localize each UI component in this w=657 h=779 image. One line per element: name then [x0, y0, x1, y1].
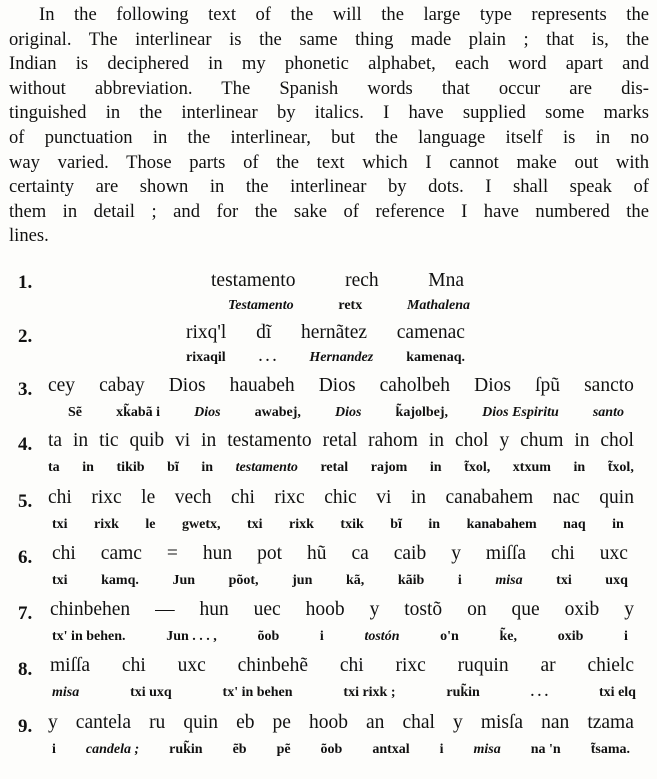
orig-word: rech [345, 270, 379, 291]
orig-word: on [467, 599, 487, 620]
orig-word: ta [48, 430, 63, 451]
gloss-word: in [429, 460, 442, 475]
orig-word: quib [129, 430, 165, 451]
interlinear-line [228, 298, 470, 314]
orig-word: chum [520, 430, 564, 451]
interlinear-line [68, 405, 624, 421]
orig-word: testamento [211, 270, 296, 291]
orig-word: miſſa [485, 543, 526, 564]
gloss-word: ruk̃in [169, 742, 203, 757]
orig-word: quin [183, 712, 219, 733]
orig-word: ca [351, 543, 369, 564]
intro-paragraph [9, 3, 649, 249]
orig-word: nan [541, 712, 570, 733]
interlinear-line [52, 629, 628, 645]
gloss-word: jun [292, 573, 313, 588]
orig-word: hernãtez [300, 322, 368, 343]
orig-word: chi [48, 487, 72, 508]
line-number: 9. [18, 716, 33, 737]
gloss-word: kã, [345, 573, 365, 588]
gloss-word: Dios [194, 405, 221, 420]
gloss-word: tx' in behen [222, 685, 293, 700]
orig-word: caib [393, 543, 427, 564]
gloss-word: . . . [530, 685, 549, 700]
gloss-word: Jun . . . , [166, 629, 217, 644]
orig-word: vech [174, 487, 212, 508]
orig-word: uec [253, 599, 281, 620]
original-line [48, 430, 634, 452]
orig-word: tostõ [404, 599, 443, 620]
orig-word: in [201, 430, 217, 451]
gloss-word: k̃ajolbej, [395, 405, 449, 420]
orig-word: rahom [368, 430, 418, 451]
gloss-word: tx' in behen. [52, 629, 126, 644]
gloss-word: rixaqil [186, 350, 226, 365]
orig-word: hun [199, 599, 229, 620]
gloss-word: kamq. [101, 573, 139, 588]
gloss-word: antxal [372, 742, 410, 757]
orig-word: cey [48, 375, 76, 396]
gloss-word: rixk [289, 517, 314, 532]
orig-word: in [72, 430, 89, 451]
original-line [211, 270, 464, 292]
intro-line: certainty are shown in the interlinear by dots. I shall speak of [9, 176, 649, 198]
gloss-word: txi [556, 573, 572, 588]
gloss-word: gwetx, [182, 517, 221, 532]
orig-word: ſpũ [535, 375, 560, 396]
orig-word: chi [52, 543, 76, 564]
interlinear-line [186, 350, 465, 366]
orig-word: miſſa [50, 655, 91, 676]
gloss-word: in [428, 517, 441, 532]
original-line [50, 599, 634, 621]
gloss-word: t̃sama. [590, 742, 630, 757]
orig-word: chi [231, 487, 255, 508]
orig-word: in [428, 430, 445, 451]
gloss-word: awabej, [254, 405, 301, 420]
gloss-word: tikib [116, 460, 145, 475]
original-line [50, 655, 634, 677]
orig-word: dĩ [256, 322, 272, 343]
orig-word: caholbeh [379, 375, 451, 396]
orig-word: chic [324, 487, 357, 508]
intro-line: In the following text of the will the large type represents the [39, 4, 649, 25]
gloss-word: retal [320, 460, 349, 475]
gloss-word: txi elq [599, 685, 636, 700]
orig-word: uxc [177, 655, 206, 676]
orig-word: chal [402, 712, 435, 733]
gloss-word: in [573, 460, 586, 475]
gloss-word: i [319, 629, 324, 644]
gloss-word: kamenaq. [406, 350, 465, 365]
orig-word: y [451, 543, 461, 564]
gloss-word: tostón [364, 629, 400, 644]
gloss-word: põot, [228, 573, 259, 588]
original-line [52, 543, 628, 565]
intro-line: tinguished in the interlinear by italics. I have supplied some marks [9, 102, 649, 124]
orig-word: tzama [587, 712, 634, 733]
gloss-word: xtxum [512, 460, 551, 475]
gloss-word: txi [247, 517, 263, 532]
orig-word: Mna [428, 270, 464, 291]
gloss-word: t̃xol, [464, 460, 491, 475]
orig-word: ru [149, 712, 166, 733]
interlinear-line [52, 517, 624, 533]
orig-word: y [369, 599, 380, 620]
gloss-word: pẽ [276, 742, 291, 757]
orig-word: ruquin [457, 655, 509, 676]
orig-word: Dios [168, 375, 206, 396]
orig-word: y [48, 712, 58, 733]
orig-word: sancto [584, 375, 634, 396]
gloss-word: rixk [94, 517, 119, 532]
gloss-word: i [52, 742, 56, 757]
gloss-word: o'n [440, 629, 459, 644]
orig-word: que [511, 599, 540, 620]
gloss-word: bĩ [390, 517, 402, 532]
orig-word: testamento [227, 430, 312, 451]
intro-line: of punctuation in the interlinear, but the language itself is in no [9, 126, 649, 148]
gloss-word: Hernandez [309, 350, 374, 365]
gloss-word: xk̃abã i [116, 405, 161, 420]
orig-word: hoob [305, 599, 345, 620]
orig-word: hũ [306, 543, 327, 564]
gloss-word: . . . [258, 350, 277, 365]
intro-line: without abbreviation. The Spanish words that occur are dis- [9, 77, 649, 99]
gloss-word: i [457, 573, 462, 588]
gloss-word: candela ; [85, 742, 140, 757]
gloss-word: misa [473, 742, 501, 757]
intro-line: lines. [9, 225, 49, 247]
orig-word: hauabeh [229, 375, 295, 396]
gloss-word: ruk̃in [446, 685, 480, 700]
gloss-word: i [439, 742, 444, 757]
original-line [48, 712, 634, 734]
orig-word: chielc [587, 655, 634, 676]
gloss-word: txi uxq [130, 685, 172, 700]
orig-word: pot [257, 543, 283, 564]
orig-word: camenac [396, 322, 465, 343]
orig-word: camc [100, 543, 142, 564]
gloss-word: in [201, 460, 214, 475]
orig-word: pe [272, 712, 291, 733]
gloss-word: Mathalena [406, 298, 470, 313]
gloss-word: ẽb [232, 742, 247, 757]
gloss-word: õob [257, 629, 280, 644]
orig-word: rixc [91, 487, 122, 508]
orig-word: ar [540, 655, 556, 676]
orig-word: in [410, 487, 427, 508]
gloss-word: t̃xol, [607, 460, 634, 475]
line-number: 5. [18, 491, 33, 512]
intro-line: them in detail ; and for the sake of reference I have numbered the [9, 200, 649, 222]
orig-word: uxc [599, 543, 628, 564]
orig-word: chol [600, 430, 634, 451]
original-line [48, 487, 634, 509]
line-number: 8. [18, 659, 33, 680]
interlinear-line [52, 742, 630, 758]
orig-word: vi [376, 487, 392, 508]
orig-word: an [366, 712, 385, 733]
gloss-word: txi [52, 517, 68, 532]
original-line [48, 375, 634, 397]
orig-word: cantela [75, 712, 132, 733]
line-number: 2. [18, 326, 33, 347]
gloss-word: txik [340, 517, 364, 532]
orig-word: misſa [480, 712, 524, 733]
gloss-word: txi [52, 573, 68, 588]
gloss-word: oxib [557, 629, 584, 644]
orig-word: y [499, 430, 510, 451]
orig-word: vi [175, 430, 191, 451]
original-line [186, 322, 465, 344]
gloss-word: õob [320, 742, 343, 757]
line-number: 4. [18, 434, 33, 455]
orig-word: chi [121, 655, 146, 676]
gloss-word: bĩ [167, 460, 179, 475]
orig-word: eb [236, 712, 255, 733]
orig-word: Dios [474, 375, 511, 396]
orig-word: — [155, 599, 175, 620]
intro-line: original. The interlinear is the same thing made plain ; that is, the [9, 28, 649, 50]
gloss-word: kãib [397, 573, 425, 588]
gloss-word: Testamento [228, 298, 294, 313]
orig-word: rixq'l [186, 322, 227, 343]
orig-word: hun [202, 543, 233, 564]
interlinear-line [48, 460, 634, 476]
line-number: 6. [18, 547, 33, 568]
orig-word: quin [599, 487, 634, 508]
gloss-word: i [624, 629, 628, 644]
gloss-word: in [82, 460, 94, 475]
gloss-word: retx [338, 298, 363, 313]
gloss-word: in [612, 517, 624, 532]
intro-line: Indian is deciphered in my phonetic alphabet, each word apart and [9, 53, 649, 75]
orig-word: in [574, 430, 590, 451]
orig-word: chol [454, 430, 489, 451]
gloss-word: misa [52, 685, 80, 700]
orig-word: chi [550, 543, 575, 564]
orig-word: oxib [564, 599, 600, 620]
gloss-word: k̃e, [499, 629, 518, 644]
gloss-word: naq [563, 517, 586, 532]
interlinear-line [52, 685, 636, 701]
gloss-word: uxq [605, 573, 628, 588]
gloss-word: Sẽ [68, 405, 82, 420]
gloss-word: ta [48, 460, 60, 475]
gloss-word: kanabahem [466, 517, 537, 532]
orig-word: chinbehẽ [237, 655, 308, 676]
gloss-word: testamento [235, 460, 298, 475]
gloss-word: rajom [370, 460, 408, 475]
gloss-word: na 'n [530, 742, 561, 757]
orig-word: nac [552, 487, 580, 508]
orig-word: hoob [308, 712, 348, 733]
orig-word: le [141, 487, 156, 508]
orig-word: tic [99, 430, 119, 451]
gloss-word: misa [495, 573, 523, 588]
orig-word: rixc [274, 487, 305, 508]
orig-word: cabay [99, 375, 145, 396]
orig-word: = [166, 543, 178, 564]
orig-word: y [624, 599, 634, 620]
orig-word: rixc [395, 655, 426, 676]
gloss-word: santo [592, 405, 624, 420]
line-number: 1. [18, 272, 33, 293]
orig-word: retal [322, 430, 358, 451]
line-number: 3. [18, 379, 33, 400]
gloss-word: le [145, 517, 156, 532]
intro-line: way varied. Those parts of the text which I cannot make out with [9, 151, 649, 173]
orig-word: y [453, 712, 463, 733]
orig-word: chinbehen [50, 599, 131, 620]
gloss-word: Jun [172, 573, 196, 588]
orig-word: canabahem [445, 487, 534, 508]
gloss-word: Dios Espiritu [482, 405, 559, 420]
line-number: 7. [18, 603, 33, 624]
gloss-word: txi rixk ; [343, 685, 396, 700]
orig-word: Dios [318, 375, 356, 396]
gloss-word: Dios [335, 405, 362, 420]
interlinear-line [52, 573, 628, 589]
orig-word: chi [339, 655, 364, 676]
